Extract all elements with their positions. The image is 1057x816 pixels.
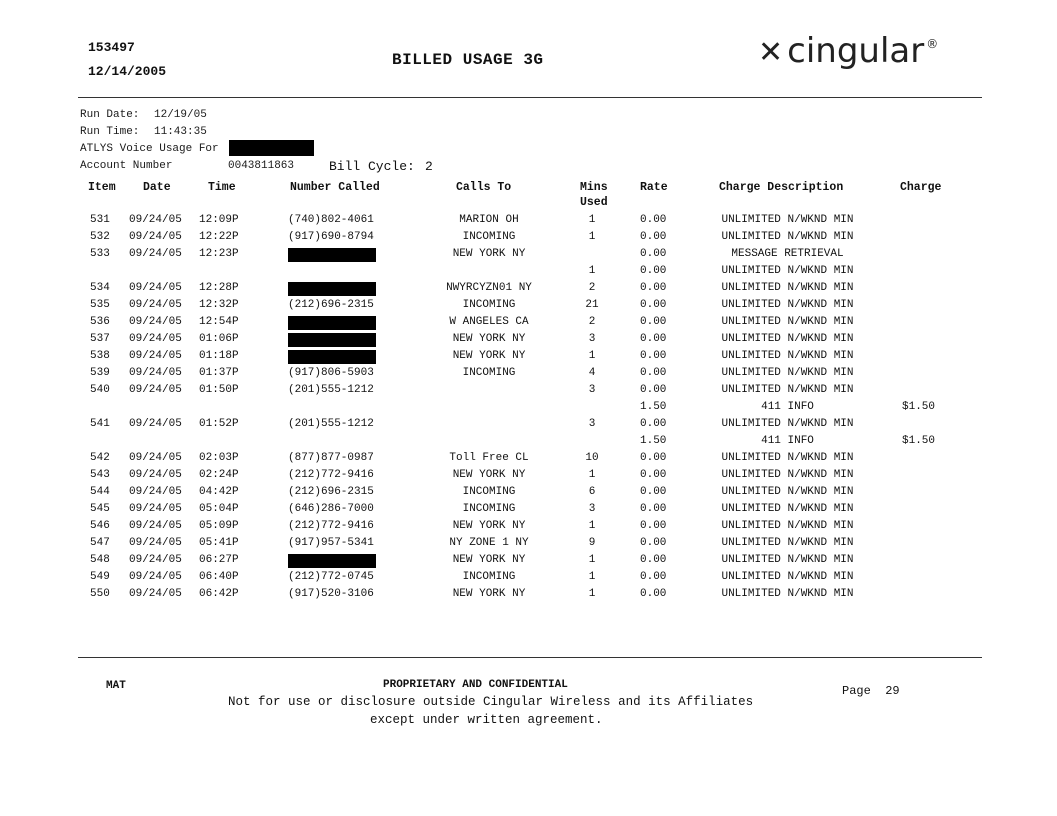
- row-rate: 0.00: [640, 231, 667, 243]
- row-rate: 0.00: [640, 316, 667, 328]
- table-row: [0, 503, 1057, 520]
- row-rate: 0.00: [640, 350, 667, 362]
- report-date: 12/14/2005: [88, 64, 167, 79]
- row-mins-used: 1: [588, 520, 596, 532]
- col-header-charge: Charge: [900, 181, 942, 194]
- row-time: 01:18P: [199, 350, 239, 362]
- row-rate: 0.00: [640, 520, 667, 532]
- row-charge-description: 411 INFO: [761, 435, 814, 447]
- row-date: 09/24/05: [129, 418, 182, 430]
- footer-proprietary: PROPRIETARY AND CONFIDENTIAL: [383, 679, 568, 691]
- row-calls-to: NEW YORK NY: [452, 333, 526, 345]
- table-row: [0, 214, 1057, 231]
- row-time: 05:41P: [199, 537, 239, 549]
- row-charge: $1.50: [902, 435, 936, 447]
- row-rate: 0.00: [640, 571, 667, 583]
- row-time: 06:40P: [199, 571, 239, 583]
- row-date: 09/24/05: [129, 333, 182, 345]
- row-item: 545: [90, 503, 110, 515]
- row-calls-to: INCOMING: [462, 299, 516, 311]
- page-label: Page: [842, 684, 871, 698]
- col-header-number-called: Number Called: [290, 181, 380, 194]
- row-rate: 0.00: [640, 299, 667, 311]
- row-calls-to: NEW YORK NY: [452, 554, 526, 566]
- registered-mark-icon: ®: [926, 37, 939, 51]
- row-number-called: (212)772-9416: [288, 520, 374, 532]
- row-charge-description: UNLIMITED N/WKND MIN: [721, 265, 854, 277]
- row-date: 09/24/05: [129, 486, 182, 498]
- row-time: 12:28P: [199, 282, 239, 294]
- row-item: 544: [90, 486, 110, 498]
- row-charge-description: UNLIMITED N/WKND MIN: [721, 469, 854, 481]
- row-time: 12:09P: [199, 214, 239, 226]
- row-charge-description: UNLIMITED N/WKND MIN: [721, 350, 854, 362]
- row-item: 540: [90, 384, 110, 396]
- row-rate: 0.00: [640, 452, 667, 464]
- table-row: [0, 367, 1057, 384]
- row-calls-to: NEW YORK NY: [452, 469, 526, 481]
- row-item: 531: [90, 214, 110, 226]
- row-rate: 0.00: [640, 282, 667, 294]
- row-mins-used: 1: [588, 554, 596, 566]
- table-row: [0, 520, 1057, 537]
- table-row: [0, 384, 1057, 401]
- row-date: 09/24/05: [129, 231, 182, 243]
- row-time: 06:42P: [199, 588, 239, 600]
- row-time: 12:32P: [199, 299, 239, 311]
- row-item: 539: [90, 367, 110, 379]
- row-calls-to: INCOMING: [462, 231, 516, 243]
- row-time: 12:23P: [199, 248, 239, 260]
- row-number-called: (740)802-4061: [288, 214, 374, 226]
- run-time-label: Run Time:: [80, 126, 140, 138]
- row-mins-used: 1: [588, 469, 596, 481]
- row-item: 536: [90, 316, 110, 328]
- row-rate: 0.00: [640, 537, 667, 549]
- footer-mat: MAT: [106, 680, 126, 692]
- row-date: 09/24/05: [129, 316, 182, 328]
- row-calls-to: NEW YORK NY: [452, 520, 526, 532]
- row-calls-to: NEW YORK NY: [452, 248, 526, 260]
- row-number-called: (877)877-0987: [288, 452, 374, 464]
- row-date: 09/24/05: [129, 554, 182, 566]
- table-row: [0, 248, 1057, 265]
- row-mins-used: 3: [588, 384, 596, 396]
- row-rate: 0.00: [640, 418, 667, 430]
- table-row: [0, 486, 1057, 503]
- footer-notice-line1: Not for use or disclosure outside Cingular Wireless and its Affiliates: [228, 695, 754, 709]
- row-item: 547: [90, 537, 110, 549]
- row-item: 537: [90, 333, 110, 345]
- row-date: 09/24/05: [129, 299, 182, 311]
- row-calls-to: MARION OH: [459, 214, 519, 226]
- row-calls-to: INCOMING: [462, 571, 516, 583]
- col-header-calls-to: Calls To: [456, 181, 512, 194]
- row-time: 12:22P: [199, 231, 239, 243]
- table-row: [0, 265, 1057, 282]
- row-charge-description: UNLIMITED N/WKND MIN: [721, 520, 854, 532]
- page-title: BILLED USAGE 3G: [392, 51, 544, 69]
- row-date: 09/24/05: [129, 367, 182, 379]
- row-time: 05:04P: [199, 503, 239, 515]
- row-charge: $1.50: [902, 401, 936, 413]
- row-time: 06:27P: [199, 554, 239, 566]
- col-header-charge-description: Charge Description: [719, 181, 844, 194]
- row-mins-used: 3: [588, 418, 596, 430]
- redacted-number-box: [288, 248, 376, 262]
- row-date: 09/24/05: [129, 248, 182, 260]
- account-number-label: Account Number: [80, 160, 173, 172]
- row-calls-to: Toll Free CL: [449, 452, 529, 464]
- row-number-called: (201)555-1212: [288, 384, 374, 396]
- row-item: 548: [90, 554, 110, 566]
- row-time: 05:09P: [199, 520, 239, 532]
- row-calls-to: NEW YORK NY: [452, 588, 526, 600]
- logo-text: cingular: [787, 31, 925, 71]
- row-time: 01:52P: [199, 418, 239, 430]
- row-time: 12:54P: [199, 316, 239, 328]
- row-charge-description: 411 INFO: [761, 401, 814, 413]
- bill-cycle-label: Bill Cycle:: [329, 159, 415, 174]
- col-header-used: Used: [580, 196, 608, 209]
- row-mins-used: 9: [588, 537, 596, 549]
- row-charge-description: UNLIMITED N/WKND MIN: [721, 503, 854, 515]
- col-header-mins: Mins: [580, 181, 608, 194]
- row-charge-description: UNLIMITED N/WKND MIN: [721, 282, 854, 294]
- row-item: 546: [90, 520, 110, 532]
- row-charge-description: UNLIMITED N/WKND MIN: [721, 418, 854, 430]
- row-charge-description: UNLIMITED N/WKND MIN: [721, 537, 854, 549]
- col-header-time: Time: [208, 181, 236, 194]
- row-date: 09/24/05: [129, 469, 182, 481]
- row-charge-description: UNLIMITED N/WKND MIN: [721, 554, 854, 566]
- row-number-called: (917)520-3106: [288, 588, 374, 600]
- row-mins-used: 1: [588, 265, 596, 277]
- row-date: 09/24/05: [129, 452, 182, 464]
- row-charge-description: UNLIMITED N/WKND MIN: [721, 452, 854, 464]
- row-mins-used: 10: [585, 452, 599, 464]
- row-number-called: (917)806-5903: [288, 367, 374, 379]
- row-rate: 1.50: [640, 401, 667, 413]
- account-number-value: 0043811863: [228, 160, 295, 172]
- run-date-label: Run Date:: [80, 109, 140, 121]
- row-mins-used: 1: [588, 231, 596, 243]
- row-item: 535: [90, 299, 110, 311]
- page-number-value: 29: [885, 684, 900, 698]
- row-calls-to: INCOMING: [462, 367, 516, 379]
- table-row: [0, 316, 1057, 333]
- row-charge-description: UNLIMITED N/WKND MIN: [721, 588, 854, 600]
- row-charge-description: UNLIMITED N/WKND MIN: [721, 571, 854, 583]
- row-rate: 0.00: [640, 588, 667, 600]
- table-row: [0, 418, 1057, 435]
- redacted-number-box: [288, 350, 376, 364]
- row-charge-description: UNLIMITED N/WKND MIN: [721, 367, 854, 379]
- row-calls-to: INCOMING: [462, 503, 516, 515]
- row-charge-description: UNLIMITED N/WKND MIN: [721, 333, 854, 345]
- row-number-called: (212)772-0745: [288, 571, 374, 583]
- table-row: [0, 554, 1057, 571]
- row-mins-used: 1: [588, 214, 596, 226]
- row-rate: 0.00: [640, 554, 667, 566]
- row-time: 01:06P: [199, 333, 239, 345]
- row-calls-to: NY ZONE 1 NY: [449, 537, 529, 549]
- row-mins-used: 21: [585, 299, 599, 311]
- row-item: 550: [90, 588, 110, 600]
- usage-for-label: ATLYS Voice Usage For: [80, 143, 219, 155]
- row-rate: 0.00: [640, 384, 667, 396]
- row-charge-description: UNLIMITED N/WKND MIN: [721, 486, 854, 498]
- col-header-rate: Rate: [640, 181, 668, 194]
- run-time-value: 11:43:35: [154, 126, 207, 138]
- redacted-number-box: [288, 282, 376, 296]
- row-rate: 0.00: [640, 469, 667, 481]
- row-number-called: (212)696-2315: [288, 486, 374, 498]
- row-time: 02:24P: [199, 469, 239, 481]
- row-rate: 0.00: [640, 486, 667, 498]
- row-calls-to: NWYRCYZN01 NY: [446, 282, 532, 294]
- row-rate: 0.00: [640, 367, 667, 379]
- row-item: 538: [90, 350, 110, 362]
- footer-notice-line2: except under written agreement.: [370, 713, 603, 727]
- row-item: 541: [90, 418, 110, 430]
- row-date: 09/24/05: [129, 214, 182, 226]
- row-item: 549: [90, 571, 110, 583]
- row-item: 543: [90, 469, 110, 481]
- row-date: 09/24/05: [129, 282, 182, 294]
- row-charge-description: UNLIMITED N/WKND MIN: [721, 231, 854, 243]
- row-calls-to: NEW YORK NY: [452, 350, 526, 362]
- row-date: 09/24/05: [129, 503, 182, 515]
- row-rate: 0.00: [640, 503, 667, 515]
- table-row: [0, 537, 1057, 554]
- row-rate: 0.00: [640, 214, 667, 226]
- redacted-number-box: [288, 333, 376, 347]
- row-number-called: (212)772-9416: [288, 469, 374, 481]
- table-row: [0, 401, 1057, 418]
- row-charge-description: UNLIMITED N/WKND MIN: [721, 316, 854, 328]
- cingular-logo: [758, 31, 938, 71]
- row-date: 09/24/05: [129, 520, 182, 532]
- table-row: [0, 452, 1057, 469]
- row-time: 02:03P: [199, 452, 239, 464]
- row-item: 542: [90, 452, 110, 464]
- top-rule: [78, 97, 982, 98]
- row-date: 09/24/05: [129, 588, 182, 600]
- row-charge-description: MESSAGE RETRIEVAL: [731, 248, 844, 260]
- table-row: [0, 299, 1057, 316]
- row-number-called: (646)286-7000: [288, 503, 374, 515]
- table-row: [0, 588, 1057, 605]
- page-number: [842, 684, 900, 698]
- table-row: [0, 350, 1057, 367]
- row-rate: 0.00: [640, 248, 667, 260]
- row-mins-used: 2: [588, 282, 596, 294]
- redacted-customer-name: [229, 140, 314, 156]
- report-id: 153497: [88, 40, 135, 55]
- row-charge-description: UNLIMITED N/WKND MIN: [721, 384, 854, 396]
- row-mins-used: 1: [588, 350, 596, 362]
- row-time: 01:50P: [199, 384, 239, 396]
- row-mins-used: 6: [588, 486, 596, 498]
- col-header-date: Date: [143, 181, 171, 194]
- cingular-x-icon: ✕: [758, 35, 784, 70]
- row-mins-used: 2: [588, 316, 596, 328]
- row-date: 09/24/05: [129, 384, 182, 396]
- row-date: 09/24/05: [129, 537, 182, 549]
- table-row: [0, 571, 1057, 588]
- table-row: [0, 435, 1057, 452]
- row-number-called: (917)957-5341: [288, 537, 374, 549]
- row-mins-used: 1: [588, 571, 596, 583]
- run-date-value: 12/19/05: [154, 109, 207, 121]
- redacted-number-box: [288, 554, 376, 568]
- row-item: 534: [90, 282, 110, 294]
- row-rate: 0.00: [640, 333, 667, 345]
- row-item: 532: [90, 231, 110, 243]
- row-rate: 1.50: [640, 435, 667, 447]
- row-item: 533: [90, 248, 110, 260]
- row-mins-used: 1: [588, 588, 596, 600]
- row-number-called: (212)696-2315: [288, 299, 374, 311]
- row-date: 09/24/05: [129, 350, 182, 362]
- table-row: [0, 231, 1057, 248]
- row-calls-to: W ANGELES CA: [449, 316, 529, 328]
- row-calls-to: INCOMING: [462, 486, 516, 498]
- row-number-called: (201)555-1212: [288, 418, 374, 430]
- col-header-item: Item: [88, 181, 116, 194]
- redacted-number-box: [288, 316, 376, 330]
- bill-cycle-value: 2: [425, 159, 433, 174]
- row-mins-used: 4: [588, 367, 596, 379]
- table-row: [0, 333, 1057, 350]
- row-time: 04:42P: [199, 486, 239, 498]
- row-number-called: (917)690-8794: [288, 231, 374, 243]
- row-charge-description: UNLIMITED N/WKND MIN: [721, 299, 854, 311]
- row-charge-description: UNLIMITED N/WKND MIN: [721, 214, 854, 226]
- table-row: [0, 282, 1057, 299]
- row-time: 01:37P: [199, 367, 239, 379]
- bottom-rule: [78, 657, 982, 658]
- row-mins-used: 3: [588, 333, 596, 345]
- table-row: [0, 469, 1057, 486]
- row-date: 09/24/05: [129, 571, 182, 583]
- row-mins-used: 3: [588, 503, 596, 515]
- row-rate: 0.00: [640, 265, 667, 277]
